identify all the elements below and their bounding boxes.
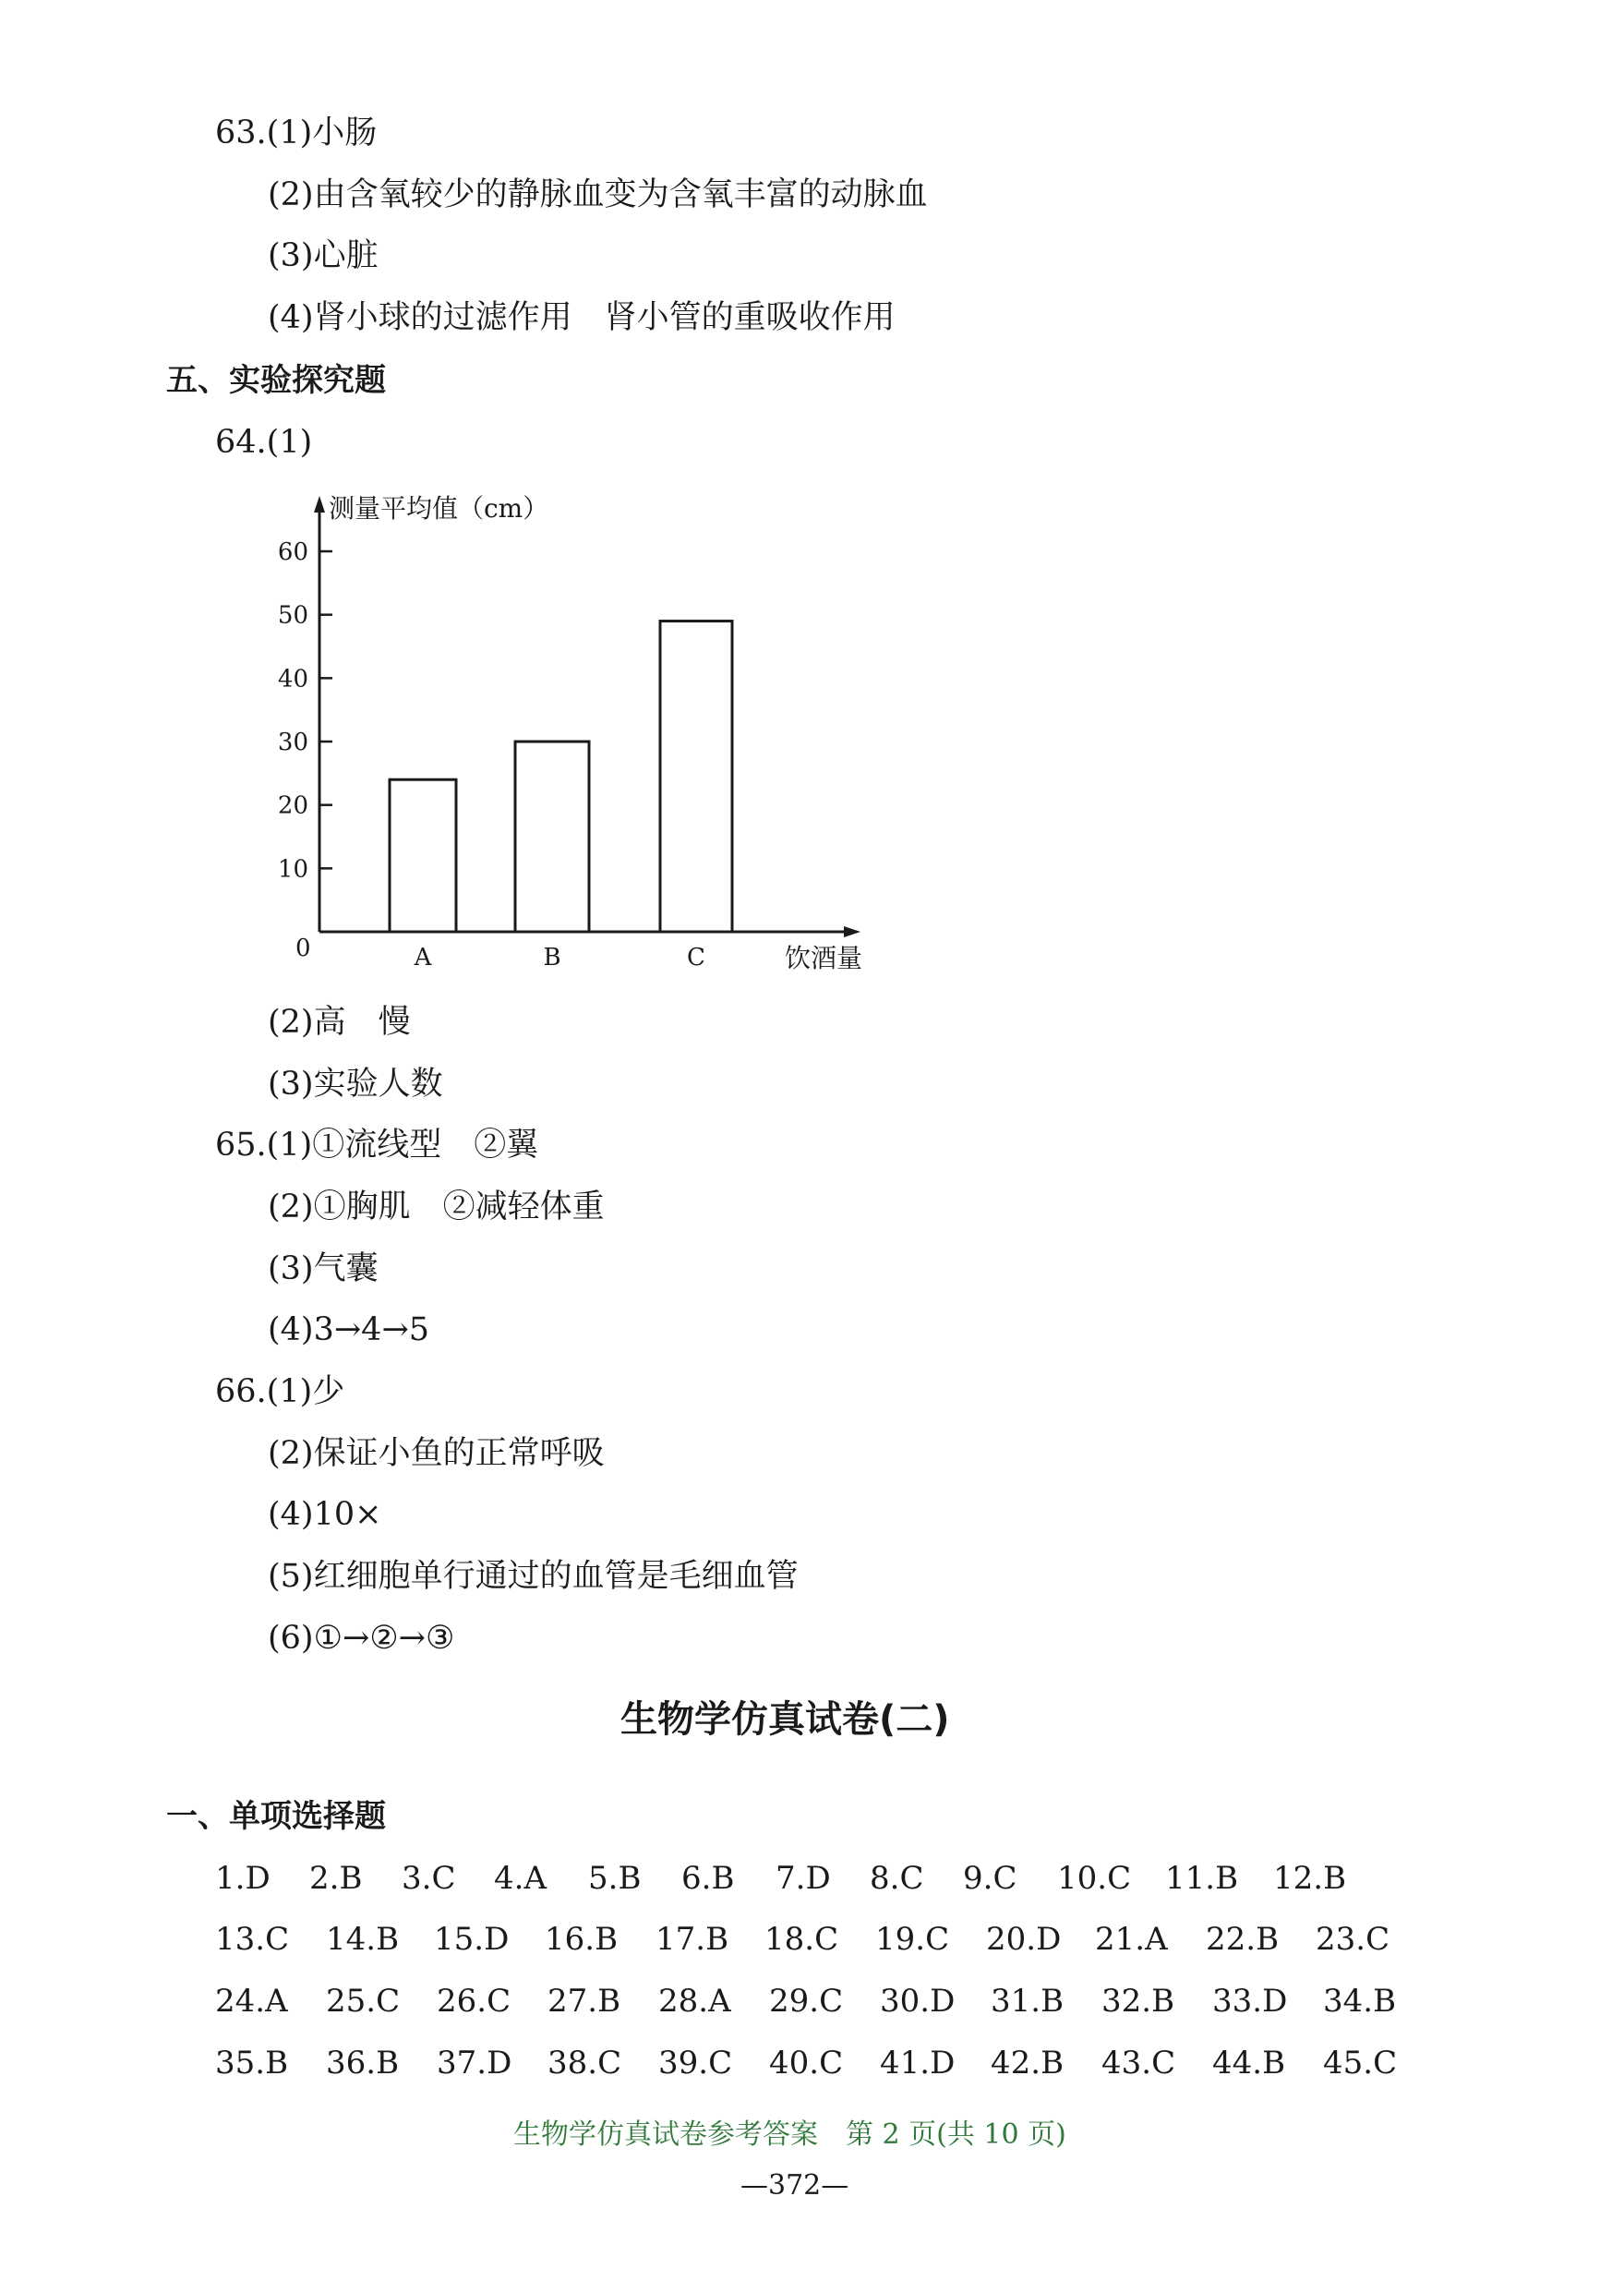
answer-item: 14.B [326,1921,400,1958]
answer-item: 24.A [215,1983,288,2020]
answer-item: 10.C [1057,1860,1132,1897]
answer-item: 31.B [991,1983,1065,2020]
answer-item: 19.C [875,1921,950,1958]
answer-item: 22.B [1206,1921,1280,1958]
origin-label: 0 [295,935,311,962]
answer-item: 17.B [656,1921,729,1958]
q64-part1: 64.(1) [215,424,313,461]
answer-item: 33.D [1212,1983,1288,2020]
q63-part3: (3)心脏 [268,237,379,274]
x-category-label: C [687,944,705,972]
q66-part3: (4)10× [268,1496,382,1533]
q66-part2: (2)保证小鱼的正常呼吸 [268,1435,605,1472]
q66-part4: (5)红细胞单行通过的血管是毛细血管 [268,1558,799,1595]
answer-item: 18.C [764,1921,839,1958]
q64-part2: (2)高 慢 [268,1004,411,1041]
y-axis-label: 测量平均值（cm） [329,493,549,524]
x-axis-arrow [844,926,860,937]
q63-part4: (4)肾小球的过滤作用 肾小管的重吸收作用 [268,299,896,336]
answer-item: 20.D [986,1921,1062,1958]
answer-item: 26.C [437,1983,511,2020]
y-tick-label: 60 [277,538,308,566]
x-category-label: B [543,944,561,972]
q64-part3: (3)实验人数 [268,1066,443,1103]
bar-c [660,622,732,932]
answer-item: 5.B [588,1860,642,1897]
answer-item: 38.C [547,2045,622,2082]
answer-item: 4.A [494,1860,547,1897]
answer-item: 12.B [1273,1860,1347,1897]
page-number: —372— [740,2169,849,2202]
answer-item: 34.B [1323,1983,1397,2020]
y-tick-label: 40 [277,665,308,694]
q63-part1: 63.(1)小肠 [215,115,378,151]
answer-item: 39.C [658,2045,733,2082]
q65-part1: 65.(1)①流线型 ②翼 [215,1127,539,1164]
answer-item: 41.D [880,2045,956,2082]
answer-item: 21.A [1095,1921,1168,1958]
answer-item: 30.D [880,1983,956,2020]
answer-item: 9.C [963,1860,1017,1897]
answer-item: 43.C [1101,2045,1176,2082]
answer-item: 11.B [1165,1860,1239,1897]
bar-a [390,779,456,932]
answer-item: 27.B [547,1983,621,2020]
footer-text: 生物学仿真试卷参考答案 第 2 页(共 10 页) [513,2118,1066,2151]
q65-part4: (4)3→4→5 [268,1311,430,1348]
y-axis-arrow [314,496,325,513]
y-tick-label: 20 [277,791,308,820]
answer-item: 15.D [434,1921,510,1958]
answer-item: 2.B [309,1860,363,1897]
q65-part2: (2)①胸肌 ②减轻体重 [268,1189,605,1225]
q66-part1: 66.(1)少 [215,1373,345,1410]
x-axis-label: 饮酒量 [785,943,863,973]
q63-part2: (2)由含氧较少的静脉血变为含氧丰富的动脉血 [268,176,928,213]
y-tick-label: 10 [277,855,308,884]
answer-item: 35.B [215,2045,289,2082]
answer-item: 8.C [870,1860,924,1897]
answer-item: 25.C [326,1983,401,2020]
answer-item: 29.C [769,1983,844,2020]
answer-item: 40.C [769,2045,844,2082]
paper-title: 生物学仿真试卷(二) [620,1698,950,1741]
y-tick-label: 50 [277,601,308,630]
x-category-label: A [414,944,432,972]
answer-item: 16.B [545,1921,619,1958]
answer-item: 3.C [402,1860,456,1897]
answer-item: 32.B [1101,1983,1175,2020]
answer-item: 28.A [658,1983,731,2020]
y-tick-label: 30 [277,729,308,756]
answer-item: 42.B [991,2045,1065,2082]
q66-part5: (6)①→②→③ [268,1620,455,1657]
bar-b [515,742,589,932]
answer-item: 44.B [1212,2045,1286,2082]
answer-item: 23.C [1316,1921,1390,1958]
answer-item: 45.C [1323,2045,1398,2082]
answer-item: 6.B [681,1860,735,1897]
bar-chart [259,485,905,1002]
section5-heading: 五、实验探究题 [166,362,386,399]
answer-item: 36.B [326,2045,400,2082]
answer-item: 13.C [215,1921,290,1958]
answer-item: 1.D [215,1860,271,1897]
section1-heading: 一、单项选择题 [166,1798,386,1835]
q65-part3: (3)气囊 [268,1250,379,1287]
answer-item: 37.D [437,2045,512,2082]
answer-item: 7.D [776,1860,831,1897]
